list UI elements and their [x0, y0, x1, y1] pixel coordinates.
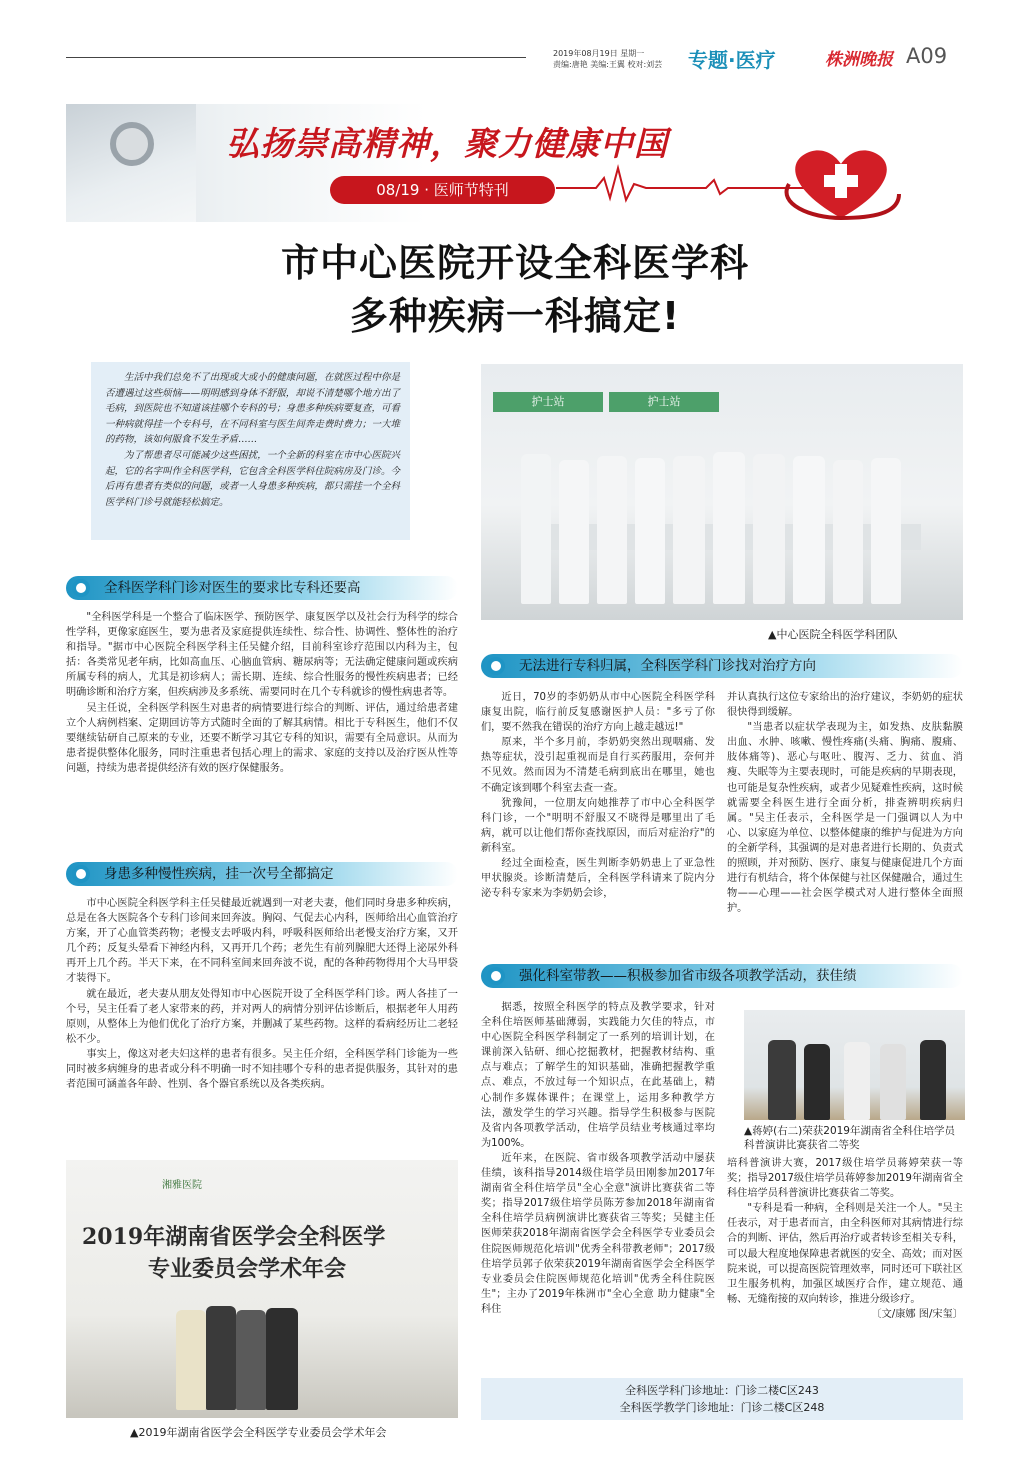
- body-paragraph: 经过全面检查，医生判断李奶奶患上了亚急性甲状腺炎。诊断清楚后，全科医学科请来了院内分泌专科专家来为李奶奶会诊，: [481, 858, 715, 900]
- section-header-1: [66, 576, 458, 600]
- body-paragraph: 近年来，在医院、省市级各项教学活动中屡获佳绩，该科指导2014级住培学员田刚参加2017年湖南省全科住培学员"全心全意"演讲比赛获省二等奖；指导2017级住培学员陈芳参加2018年湖南省全科住培学员病例演讲比赛获省三等奖；吴健主任医师荣获2018年湖南省医学会全科医学专业委员会住院医师规范化培训"优秀全科带教老师"；2017级住培学员郭子依荣获2019年湖南省医学会全科医学专业委员会住院医师规范化培训"优秀全科住院医生"；主办了2019年株洲市"全心全意 助力健康"全科住: [481, 1152, 715, 1315]
- section-4-col-2: [727, 1156, 963, 1322]
- award-photo-caption: ▲蒋婷(右二)荣获2019年湖南省全科住培学员科普演讲比赛获省二等奖: [744, 1125, 955, 1151]
- masthead-rule: [66, 57, 526, 58]
- intro-paragraph: 为了帮患者尽可能减少这些困扰，一个全新的科室在市中心医院兴起，它的名字叫作全科医学科，它包含全科医学科住院病房及门诊。今后再有患者有类似的问题，或者一人身患多种疾病，都只需挂一个全科医学科门诊号就能轻松搞定。: [105, 449, 400, 508]
- section-bullet-icon: [487, 967, 505, 985]
- intro-box: [91, 362, 410, 540]
- body-paragraph: 近日，70岁的李奶奶从市中心医院全科医学科康复出院，临行前反复感谢医护人员："多亏了你们，要不然我在错误的治疗方向上越走越远!": [481, 692, 715, 734]
- staff-figure: [635, 458, 665, 604]
- section-header-4: [481, 964, 963, 988]
- attendee-figure: [176, 1310, 206, 1410]
- heart-cross-icon: [781, 144, 901, 222]
- intro-paragraph: 生活中我们总免不了出现或大或小的健康问题，在就医过程中你是否遭遇过这些烦恼——明明感到身体不舒服，却说不清楚哪个地方出了毛病，到医院也不知道该挂哪个专科的号；身患多种疾病要复查，可看一种病就得挂一个专科号，在不同科室与医生间奔走费时费力；一大堆的药物，该如何服食不发生矛盾……: [105, 372, 400, 446]
- staff-figure: [713, 452, 745, 604]
- section-bullet-icon: [72, 865, 90, 883]
- date-line: 2019年08月19日 星期一: [553, 49, 645, 58]
- body-paragraph: 据悉，按照全科医学的特点及教学要求，针对全科住培医师基础薄弱，实践能力欠佳的特点，市中心医院全科医学科制定了一系列的培训计划，在课前深入钻研、细心挖掘教材，把握教材结构、重点与难点；了解学生的知识基础，准确把握教学重点、难点，不放过每一个知识点，在此基础上，精心制作多媒体课件；在课堂上，运用多种教学方法，激发学生的学习兴趣。指导学生积极参与医院及省内各项教学活动，住培学员结业考核通过率均为100%。: [481, 1002, 715, 1149]
- festival-banner: [66, 104, 966, 222]
- section-bullet-icon: [72, 579, 90, 597]
- attendee-figure: [804, 1044, 830, 1120]
- team-photo-caption: ▲中心医院全科医学科团队: [768, 628, 898, 641]
- address-line: 全科医学科门诊地址：门诊二楼C区243: [625, 1384, 819, 1397]
- byline: 〔文/康娜 图/宋玺〕: [871, 1308, 963, 1320]
- section-name: 专题·医疗: [688, 48, 776, 72]
- body-paragraph: 并认真执行这位专家给出的治疗建议，李奶奶的症状很快得到缓解。: [727, 692, 963, 719]
- section-title: 全科医学科门诊对医生的要求比专科还要高: [104, 580, 361, 596]
- headline-line-2: 多种疾病一科搞定!: [349, 294, 681, 338]
- staff-figure: [597, 456, 627, 604]
- section-3-col-1: [481, 690, 715, 901]
- staff-figure: [521, 454, 551, 604]
- body-paragraph: 培科普演讲大赛，2017级住培学员蒋婷荣获一等奖；指导2017级住培学员蒋婷参加2019年湖南省全科住培学员科普演讲比赛获省二等奖。: [727, 1158, 963, 1200]
- nurse-station-sign: 护士站: [493, 392, 603, 412]
- staff-figure: [871, 458, 901, 604]
- special-issue-badge: 08/19 · 医师节特刊: [330, 176, 555, 204]
- headline-line-1: 市中心医院开设全科医学科: [280, 241, 749, 285]
- address-line: 全科医学教学门诊地址：门诊二楼C区248: [619, 1401, 825, 1414]
- body-paragraph: "专科是看一种病，全科则是关注一个人。"吴主任表示，对于患者而言，由全科医师对其病情进行综合的判断、评估，然后再治疗或者转诊至相关专科，可以最大程度地保障患者就医的安全、高效；而对医院来说，可以提高医院管理效率，同时还可下联社区卫生服务机构，加强区域医疗合作，建立规范、通畅、无缝衔接的双向转诊，推进分级诊疗。: [727, 1203, 963, 1305]
- staff-figure: [833, 460, 863, 604]
- award-photo: [744, 1010, 965, 1120]
- body-paragraph: 吴主任说，全科医学科医生对患者的病情要进行综合的判断、评估，通过给患者建立个人病例档案、定期回访等方式随时全面的了解其病情。相比于专科医生，他们不仅要继续钻研自己原来的专业，还要不断学习其它专科的知识，需要有全局意识。从而为患者提供整体化服务，同时注重患者包括心理上的需求、家庭的支持以及治疗医从性等问题，持续为患者提供经济有效的医疗保健服务。: [66, 702, 458, 774]
- section-3-col-2: [727, 690, 963, 916]
- body-paragraph: 就在最近，老夫妻从朋友处得知市中心医院开设了全科医学科门诊。两人各挂了一个号，吴主任看了老人家带来的药，并对两人的病情分别评估诊断后，根据老年人用药原则，从整体上为他们优化了治疗方案，并删减了某些药物。这样的看病经历让二老轻松不少。: [66, 988, 458, 1045]
- section-1-body: [66, 610, 458, 776]
- staff-figure: [753, 454, 785, 604]
- body-paragraph: "全科医学科是一个整合了临床医学、预防医学、康复医学以及社会行为科学的综合性学科，更像家庭医生，要为患者及家庭提供连续性、综合性、协调性、整体性的治疗和指导。"据市中心医院全科医学科主任吴健介绍，目前科室诊疗范围以内科为主，包括：各类常见老年病，比如高血压、心脑血管病、糖尿病等；无法确定健康问题或疾病所属专科的病人，尤其是初诊病人；需长期、连续、综合性服务的慢性疾病患者；已经明确诊断和治疗方案，但疾病涉及多系统、需要同时在几个专科就诊的慢性病患者等。: [66, 612, 458, 699]
- body-paragraph: 犹豫间，一位朋友向她推荐了市中心全科医学科门诊，一个"明明不舒服又不晓得是哪里出了毛病，就可以让他们帮你查找原因，而后对症治疗"的新科室。: [481, 797, 715, 854]
- nurse-station-sign: 护士站: [609, 392, 719, 412]
- conference-banner-text: 专业委员会学术年会: [148, 1256, 347, 1282]
- conference-photo-caption: ▲2019年湖南省医学会全科医学专业委员会学术年会: [130, 1426, 387, 1439]
- hospital-logo: 湘雅医院: [162, 1180, 202, 1191]
- body-paragraph: 原来，半个多月前，李奶奶突然出现咽痛、发热等症状，没引起重视而是自行买药服用，奈何并不见效。然而因为不清楚毛病到底出在哪里，她也不确定该到哪个科室去查一查。: [481, 737, 715, 794]
- attendee-figure: [266, 1308, 298, 1410]
- stethoscope-icon: [110, 122, 154, 166]
- team-photo: [481, 364, 963, 620]
- attendee-figure: [236, 1310, 266, 1410]
- conference-banner-text: 2019年湖南省医学会全科医学: [82, 1224, 386, 1250]
- banner-slogan: 弘扬崇高精神，聚力健康中国: [226, 124, 668, 163]
- staff-figure: [559, 460, 589, 604]
- attendee-figure: [206, 1306, 236, 1410]
- editor-line: 责编:唐艳 美编:王翼 校对:刘芸: [553, 60, 663, 69]
- clinic-address-box: [481, 1378, 963, 1420]
- staff-figure: [673, 456, 705, 604]
- attendee-figure: [768, 1040, 796, 1120]
- section-title: 无法进行专科归属，全科医学科门诊找对治疗方向: [519, 658, 816, 674]
- body-paragraph: 市中心医院全科医学科主任吴健最近就遇到一对老夫妻，他们同时身患多种疾病，总是在各大医院各个专科门诊间来回奔波。胸闷、气促去心内科，医师给出心血管治疗方案，开了心血管类药物；老慢支去呼吸内科，呼吸科医师给出老慢支治疗方案，又开几个药；反复头晕看下神经内科，又再开几个药；老先生有前列腺肥大还得上泌尿外科再开上几个药。半天下来，在不同科室间来回奔波不说，配的各种药物得用个大马甲袋才装得下。: [66, 898, 458, 985]
- body-paragraph: "当患者以症状学表现为主，如发热、皮肤黏膜出血、水肿、咳嗽、慢性疼痛(头痛、胸痛、腹痛、肢体痛等)、恶心与呕吐、腹泻、乏力、贫血、消瘦、失眠等为主要表现时，可能是疾病的早期表现，也可能是复杂性疾病，或者少见疑难性疾病，这时候就需要全科医生进行全面分析，排查辨明疾病归属。"吴主任表示，全科医学是一门强调以人为中心、以家庭为单位、以整体健康的维护与促进为方向的全新学科，其强调的是对患者进行长期的、负责式的照顾，并对预防、医疗、康复与健康促进几个方面进行有机结合，将个体保健与社区保健融合，通过生物——心理——社会医学模式对人进行整体全面照护。: [727, 722, 963, 915]
- attendee-figure: [880, 1044, 906, 1120]
- page-number: A09: [906, 44, 948, 68]
- section-4-col-1: [481, 1000, 715, 1317]
- section-title: 强化科室带教——积极参加省市级各项教学活动，获佳绩: [519, 968, 857, 984]
- conference-photo: [66, 1160, 458, 1418]
- section-2-body: [66, 896, 458, 1092]
- section-header-3: [481, 654, 963, 678]
- section-header-2: [66, 862, 458, 886]
- attendee-figure: [920, 1040, 946, 1120]
- body-paragraph: 事实上，像这对老夫妇这样的患者有很多。吴主任介绍，全科医学科门诊能为一些同时被多病缠身的患者或分科不明确一时不知挂哪个专科的患者提供服务，其针对的患者范围可涵盖各年龄、性别、各个器官系统以及各类疾病。: [66, 1048, 458, 1091]
- attendee-figure: [844, 1042, 870, 1120]
- section-bullet-icon: [487, 657, 505, 675]
- masthead-meta: [553, 48, 662, 70]
- section-title: 身患多种慢性疾病，挂一次号全都搞定: [104, 866, 334, 882]
- staff-figure: [793, 456, 825, 604]
- paper-logo: 株洲晚报: [825, 50, 893, 70]
